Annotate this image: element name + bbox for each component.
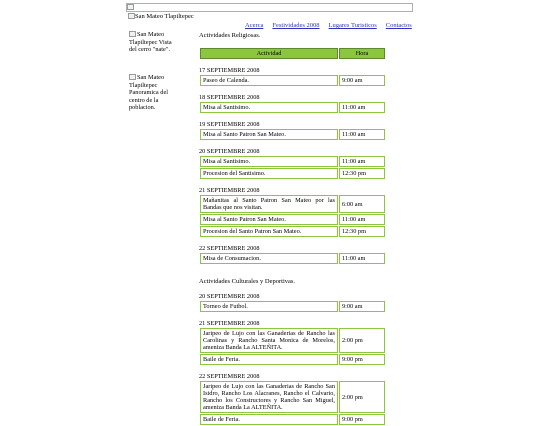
table-row <box>200 414 385 425</box>
activity-cell: Torneo de Futbol. <box>200 301 338 312</box>
activity-cell: Procesion del Santo Patron San Mateo. <box>200 226 338 237</box>
activity-cell: Baile de Feria. <box>200 414 338 425</box>
day-date: 20 SEPTIEMBRE 2008 <box>199 148 260 155</box>
schedule-table <box>199 155 386 180</box>
top-banner-image <box>126 3 413 12</box>
schedule-table <box>199 194 386 238</box>
time-cell: 2:00 pm <box>339 381 385 413</box>
table-row <box>200 129 385 140</box>
day-block <box>199 320 385 366</box>
time-cell: 6:00 am <box>339 195 385 213</box>
header-image-alt: San Mateo Tlapiltepec <box>135 13 194 20</box>
day-block <box>199 67 385 87</box>
time-cell: 9:00 am <box>339 75 385 86</box>
schedule-table <box>199 252 386 265</box>
activity-cell: Mañanitas al Santo Patron San Mateo por las Bandas que nos visitan. <box>200 195 338 213</box>
table-row <box>200 75 385 86</box>
sidebar-image-alt: San Mateo Tlapiltepec Panoramica del centro de la poblacion. <box>129 74 168 112</box>
section-heading-religiosas: Actividades Religiosas. <box>199 32 261 39</box>
time-cell: 12:30 pm <box>339 168 385 179</box>
activity-cell: Misa al Santo Patron San Mateo. <box>200 129 338 140</box>
table-row <box>200 214 385 225</box>
activity-cell: Baile de Feria. <box>200 354 338 365</box>
time-cell: 11:00 am <box>339 102 385 113</box>
nav-link-contactos[interactable]: Contactos <box>385 22 412 29</box>
day-block <box>199 148 385 180</box>
time-cell: 9:00 pm <box>339 414 385 425</box>
time-cell: 11:00 am <box>339 214 385 225</box>
day-date: 20 SEPTIEMBRE 2008 <box>199 293 260 300</box>
nav-link-lugares[interactable]: Lugares Turisticos <box>328 22 377 29</box>
day-block <box>199 94 385 114</box>
activity-cell: Misa al Santisimo. <box>200 156 338 167</box>
schedule-header-table <box>199 47 386 60</box>
time-cell: 11:00 am <box>339 156 385 167</box>
sidebar-image-alt: San Mateo Tlapiltepec Vista del cerro "nate". <box>129 31 172 54</box>
table-row <box>200 354 385 365</box>
day-block <box>199 187 385 238</box>
main-content <box>199 32 385 426</box>
schedule-table <box>199 300 386 313</box>
activity-cell: Jaripeo de Lujo con las Ganaderias de Rancho las Carolinas y Rancho Santa Monica de Morelos, ameniza Banda La ALTEÑITA. <box>200 328 338 353</box>
schedule-table <box>199 327 386 366</box>
table-row <box>200 226 385 237</box>
table-row <box>200 381 385 413</box>
time-cell: 11:00 am <box>339 129 385 140</box>
schedule-table <box>199 128 386 141</box>
broken-image-icon <box>128 13 135 19</box>
activity-cell: Procesion del Santisimo. <box>200 168 338 179</box>
broken-image-icon <box>129 74 136 80</box>
day-date: 22 SEPTIEMBRE 2008 <box>199 245 260 252</box>
time-cell: 12:30 pm <box>339 226 385 237</box>
time-cell: 2:00 pm <box>339 328 385 353</box>
day-date: 18 SEPTIEMBRE 2008 <box>199 94 260 101</box>
day-date: 19 SEPTIEMBRE 2008 <box>199 121 260 128</box>
activity-cell: Misa al Santo Patron San Mateo. <box>200 214 338 225</box>
nav-link-festividades[interactable]: Festividades 2008 <box>272 22 320 29</box>
broken-image-icon <box>129 31 136 37</box>
schedule-table <box>199 101 386 114</box>
day-date: 17 SEPTIEMBRE 2008 <box>199 67 260 74</box>
header-image <box>128 13 194 20</box>
broken-image-icon <box>127 4 134 10</box>
day-block <box>199 293 385 313</box>
day-block <box>199 373 385 426</box>
day-block <box>199 245 385 265</box>
schedule-table <box>199 380 386 426</box>
section-heading-culturales: Actividades Culturales y Deportivas. <box>199 278 296 285</box>
day-block <box>199 121 385 141</box>
table-row <box>200 102 385 113</box>
activity-cell: Paseo de Calenda. <box>200 75 338 86</box>
day-date: 22 SEPTIEMBRE 2008 <box>199 373 260 380</box>
schedule-table <box>199 74 386 87</box>
table-row <box>200 156 385 167</box>
day-date: 21 SEPTIEMBRE 2008 <box>199 187 260 194</box>
activity-cell: Jaripeo de Lujo con las Ganaderias de Rancho San Isidro, Rancho Los Alacranes, Rancho el Calvario, Rancho los Constructores y Rancho San Miguel, ameniza Banda La ALTEÑITA. <box>200 381 338 413</box>
sidebar-image-cerro <box>129 31 177 54</box>
top-nav <box>245 22 412 29</box>
time-cell: 9:00 am <box>339 301 385 312</box>
table-row <box>200 328 385 353</box>
time-cell: 11:00 am <box>339 253 385 264</box>
column-header-hora: Hora <box>339 48 385 59</box>
sidebar-image-panoramica <box>129 74 177 112</box>
activity-cell: Misa al Santisimo. <box>200 102 338 113</box>
table-row <box>200 301 385 312</box>
table-row <box>200 253 385 264</box>
table-row <box>200 195 385 213</box>
column-header-actividad: Actividad <box>200 48 338 59</box>
table-row <box>200 168 385 179</box>
day-date: 21 SEPTIEMBRE 2008 <box>199 320 260 327</box>
activity-cell: Misa de Consumacion. <box>200 253 338 264</box>
nav-link-acerca[interactable]: Acerca <box>245 22 264 29</box>
time-cell: 9:00 pm <box>339 354 385 365</box>
